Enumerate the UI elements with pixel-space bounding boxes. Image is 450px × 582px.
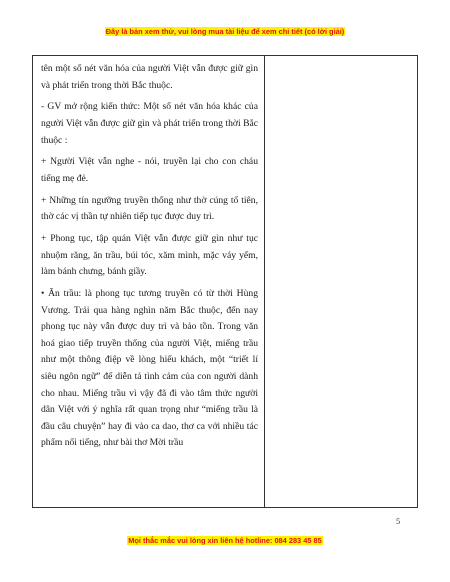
paragraph-customs: + Phong tục, tập quán Việt vẫn được giữ gìn như tục nhuộm răng, ăn trầu, búi tóc, xăm mình, mặc váy yếm, làm bánh chưng, bánh giầy. <box>41 233 258 278</box>
hotline-banner <box>0 536 450 545</box>
lesson-table <box>32 55 418 508</box>
paragraph-betel-chewing: • Ăn trầu: là phong tục tương truyền có từ thời Hùng Vương. Trải qua hàng nghìn năm Bắc thuộc, đến nay phong tục này vẫn được duy trì và bảo tồn. Trong văn hoá giao tiếp truyền thống của người Việt, miếng trầu như một thông điệp về lòng hiếu khách, một “triết lí siêu ngôn ngữ” để diễn tả tình cảm của con người dành cho nhau. Miếng trầu vì vậy đã đi vào tâm thức người dân Việt với ý nghĩa rất quan trọng như “miếng trầu là đầu câu chuyện” hay đi vào ca dao, thơ ca với nhiều tác phẩm nổi tiếng, như bài thơ Mời trầu <box>41 288 258 449</box>
paragraph-teacher-extension: - GV mở rộng kiến thức: Một số nét văn hóa khác của người Việt vẫn được giữ gìn và phát triển trong thời Bắc thuộc : <box>41 101 258 146</box>
content-column <box>33 56 265 507</box>
hotline-text: Mọi thắc mắc vui lòng xin liên hệ hotline: 084 283 45 85 <box>128 536 322 545</box>
empty-column <box>265 56 417 507</box>
page-number: 5 <box>396 517 401 526</box>
preview-notice-text: Đây là bản xem thử, vui lòng mua tài liệu để xem chi tiết (có lời giải) <box>105 27 345 36</box>
paragraph-beliefs: + Những tín ngưỡng truyền thống như thờ cúng tổ tiên, thờ các vị thần tự nhiên tiếp tục được duy trì. <box>41 194 258 223</box>
paragraph-language: + Người Việt vẫn nghe - nói, truyền lại cho con cháu tiếng mẹ đẻ. <box>41 156 258 184</box>
paragraph-intro: tên một số nét văn hóa của người Việt vẫn được giữ gìn và phát triển trong thời Bắc thuộc. <box>41 63 258 91</box>
preview-notice-banner <box>0 27 450 36</box>
